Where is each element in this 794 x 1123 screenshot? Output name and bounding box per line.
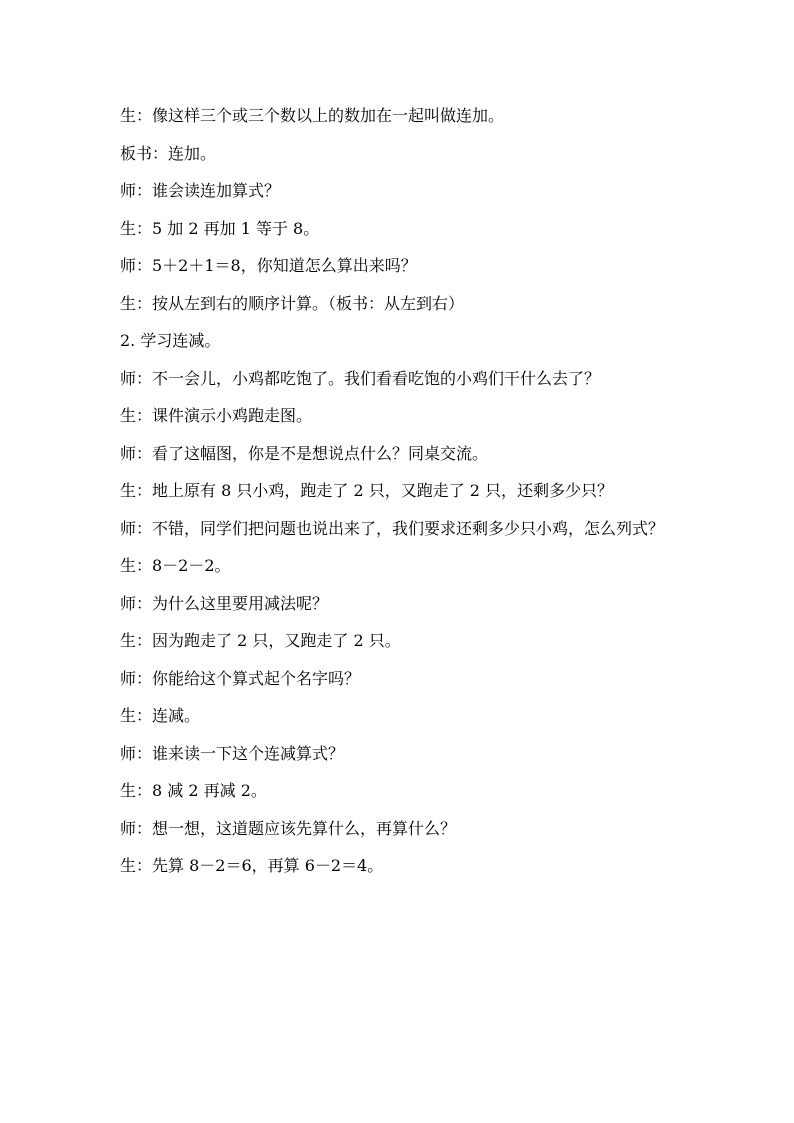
- paragraph-line: 生：8 减 2 再减 2。: [120, 781, 267, 800]
- paragraph-line: 师：为什么这里要用减法呢？: [120, 593, 329, 613]
- paragraph-line: 师：你能给这个算式起个名字吗？: [120, 668, 361, 688]
- paragraph-line: 师：不一会儿，小鸡都吃饱了。我们看看吃饱的小鸡们干什么去了？: [120, 368, 601, 388]
- paragraph-line: 生：连减。: [120, 706, 201, 725]
- paragraph-line: 生：像这样三个或三个数以上的数加在一起叫做连加。: [120, 106, 505, 125]
- paragraph-line: 生：先算 8－2＝6，再算 6－2＝4。: [120, 856, 384, 875]
- paragraph-line: 生：按从左到右的顺序计算。（板书：从左到右）: [120, 293, 465, 313]
- paragraph-line: 师：谁会读连加算式？: [120, 181, 281, 200]
- paragraph-line: 师：看了这幅图，你是不是想说点什么？同桌交流。: [120, 443, 489, 463]
- paragraph-line: 板书：连加。: [120, 143, 217, 163]
- paragraph-line: 生：5 加 2 再加 1 等于 8。: [120, 218, 320, 238]
- paragraph-line: 生：课件演示小鸡跑走图。: [120, 406, 313, 425]
- document-body: [120, 97, 680, 885]
- paragraph-line: 生：8－2－2。: [120, 556, 231, 575]
- paragraph-line: 师：谁来读一下这个连减算式？: [120, 743, 345, 763]
- paragraph-line: 生：因为跑走了 2 只，又跑走了 2 只。: [120, 631, 401, 650]
- paragraph-line: 生：地上原有 8 只小鸡，跑走了 2 只，又跑走了 2 只，还剩多少只？: [120, 481, 614, 500]
- section-heading: 2. 学习连减。: [120, 331, 221, 350]
- paragraph-line: 师：5＋2＋1＝8，你知道怎么算出来吗？: [120, 256, 417, 275]
- paragraph-line: 师：不错，同学们把问题也说出来了，我们要求还剩多少只小鸡，怎么列式？: [120, 518, 665, 538]
- paragraph-line: 师：想一想，这道题应该先算什么，再算什么？: [120, 818, 457, 838]
